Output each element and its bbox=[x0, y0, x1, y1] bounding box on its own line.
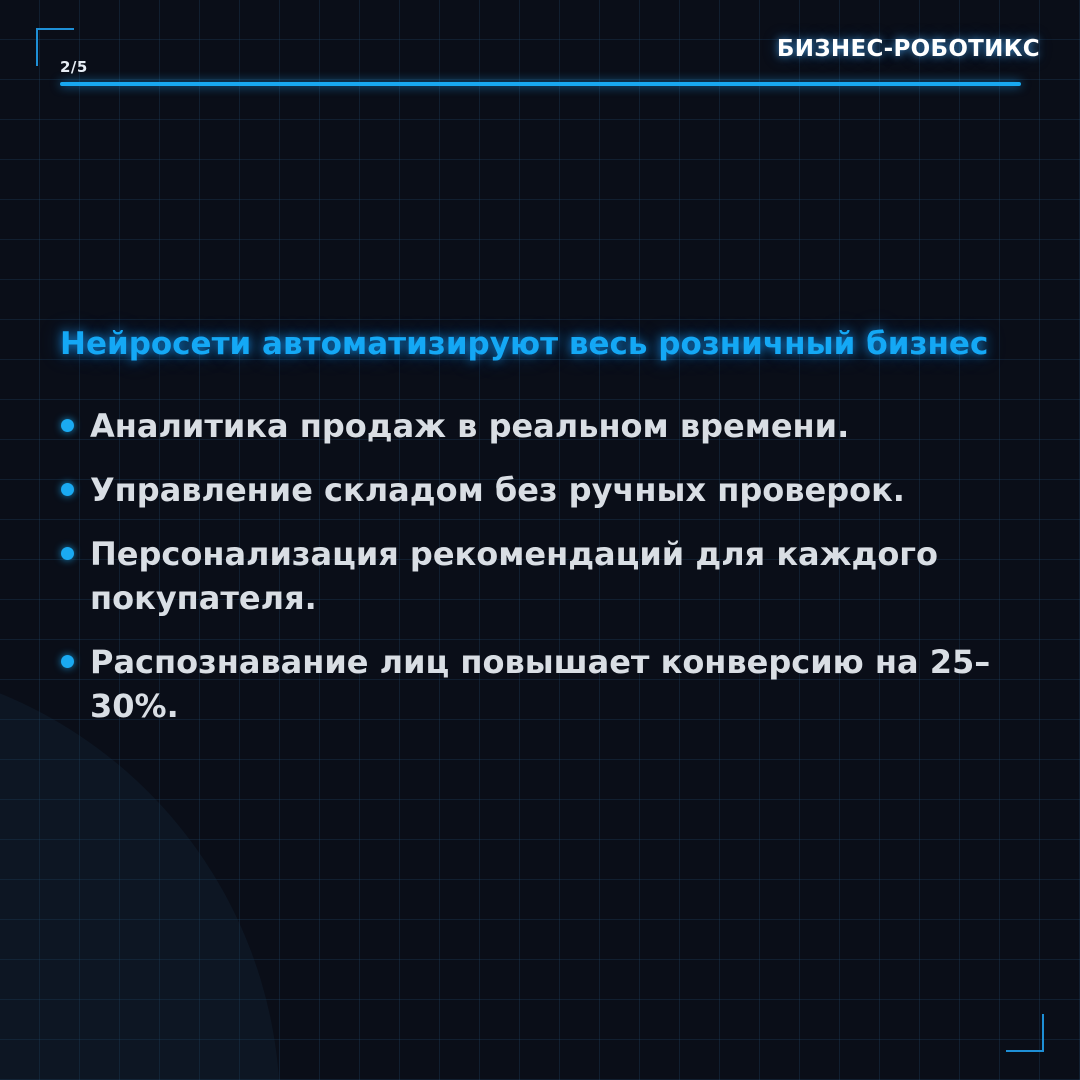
slide-heading: Нейросети автоматизируют весь розничный бизнес bbox=[60, 326, 989, 362]
list-item-text: Управление складом без ручных проверок. bbox=[90, 471, 905, 509]
list-item-text: Персонализация рекомендаций для каждого покупателя. bbox=[90, 535, 938, 617]
main-content bbox=[60, 326, 1000, 748]
bullet-list bbox=[60, 404, 1000, 728]
corner-bracket-bottom-right bbox=[1006, 1014, 1044, 1052]
list-item bbox=[60, 468, 1000, 512]
list-item bbox=[60, 640, 1000, 728]
list-item bbox=[60, 404, 1000, 448]
list-item-text: Аналитика продаж в реальном времени. bbox=[90, 407, 850, 445]
bullet-dot-icon bbox=[61, 655, 74, 668]
bullet-dot-icon bbox=[61, 419, 74, 432]
page-counter: 2/5 bbox=[60, 58, 88, 76]
header-divider bbox=[60, 82, 1021, 86]
brand-name: БИЗНЕС-РОБОТИКС bbox=[776, 36, 1040, 62]
bullet-dot-icon bbox=[61, 483, 74, 496]
bullet-dot-icon bbox=[61, 547, 74, 560]
list-item bbox=[60, 532, 1000, 620]
list-item-text: Распознавание лиц повышает конверсию на 25–30%. bbox=[90, 643, 991, 725]
